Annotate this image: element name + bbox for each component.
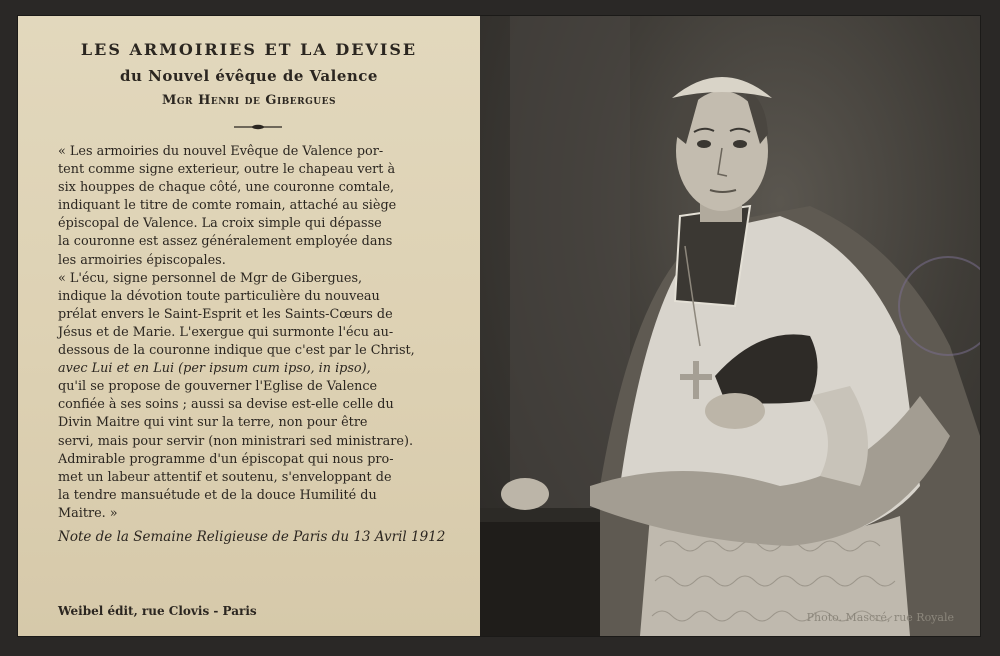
body-line: les armoiries épiscopales. <box>58 252 226 268</box>
text-panel <box>18 16 480 636</box>
body-line: « L'écu, signe personnel de Mgr de Gibergues, <box>58 270 363 286</box>
photo-credit: Photo. Mascré, rue Royale <box>806 611 954 624</box>
postcard <box>18 16 980 636</box>
bishop-photograph <box>480 16 980 636</box>
body-line: met un labeur attentif et soutenu, s'enveloppant de <box>58 469 392 485</box>
heading-title: LES ARMOIRIES ET LA DEVISE <box>80 40 418 59</box>
body-line: épiscopal de Valence. La croix simple qui dépasse <box>58 216 382 232</box>
body-line: qu'il se propose de gouverner l'Eglise de Valence <box>58 379 378 395</box>
body-line: dessous de la couronne indique que c'est par le Christ, <box>58 343 415 359</box>
body-line: Divin Maitre qui vint sur la terre, non pour être <box>58 415 368 431</box>
source-note: Note de la Semaine Religieuse de Paris du 13 Avril 1912 <box>58 529 446 545</box>
body-line: six houppes de chaque côté, une couronne comtale, <box>58 180 395 196</box>
body-line: indiquant le titre de comte romain, attaché au siège <box>58 198 397 214</box>
body-line: Jésus et de Marie. L'exergue qui surmonte l'écu au- <box>58 324 394 340</box>
body-line: Maitre. » <box>58 505 118 521</box>
body-line: indique la dévotion toute particulière du nouveau <box>58 288 380 304</box>
heading-subtitle: du Nouvel évêque de Valence <box>120 67 378 85</box>
body-line: tent comme signe exterieur, outre le chapeau vert à <box>58 162 396 178</box>
body-line: prélat envers le Saint-Esprit et les Saints-Cœurs de <box>58 306 393 322</box>
body-line: « Les armoiries du nouvel Evêque de Valence por- <box>58 144 384 159</box>
body-line: Admirable programme d'un épiscopat qui nous pro- <box>58 451 394 467</box>
body-text <box>58 143 450 523</box>
body-line: servi, mais pour servir (non ministrari sed ministrare). <box>58 433 414 449</box>
heading-name: Mgr Henri de Gibergues <box>161 93 336 108</box>
publisher-imprint: Weibel édit, rue Clovis - Paris <box>58 604 257 618</box>
body-line: la couronne est assez généralement employée dans <box>58 234 393 250</box>
body-line: avec Lui et en Lui (per ipsum cum ipso, in ipso), <box>58 361 371 377</box>
body-line: la tendre mansuétude et de la douce Humilité du <box>58 487 377 503</box>
ornament-divider <box>234 124 282 130</box>
body-line: confiée à ses soins ; aussi sa devise est-elle celle du <box>58 397 394 413</box>
